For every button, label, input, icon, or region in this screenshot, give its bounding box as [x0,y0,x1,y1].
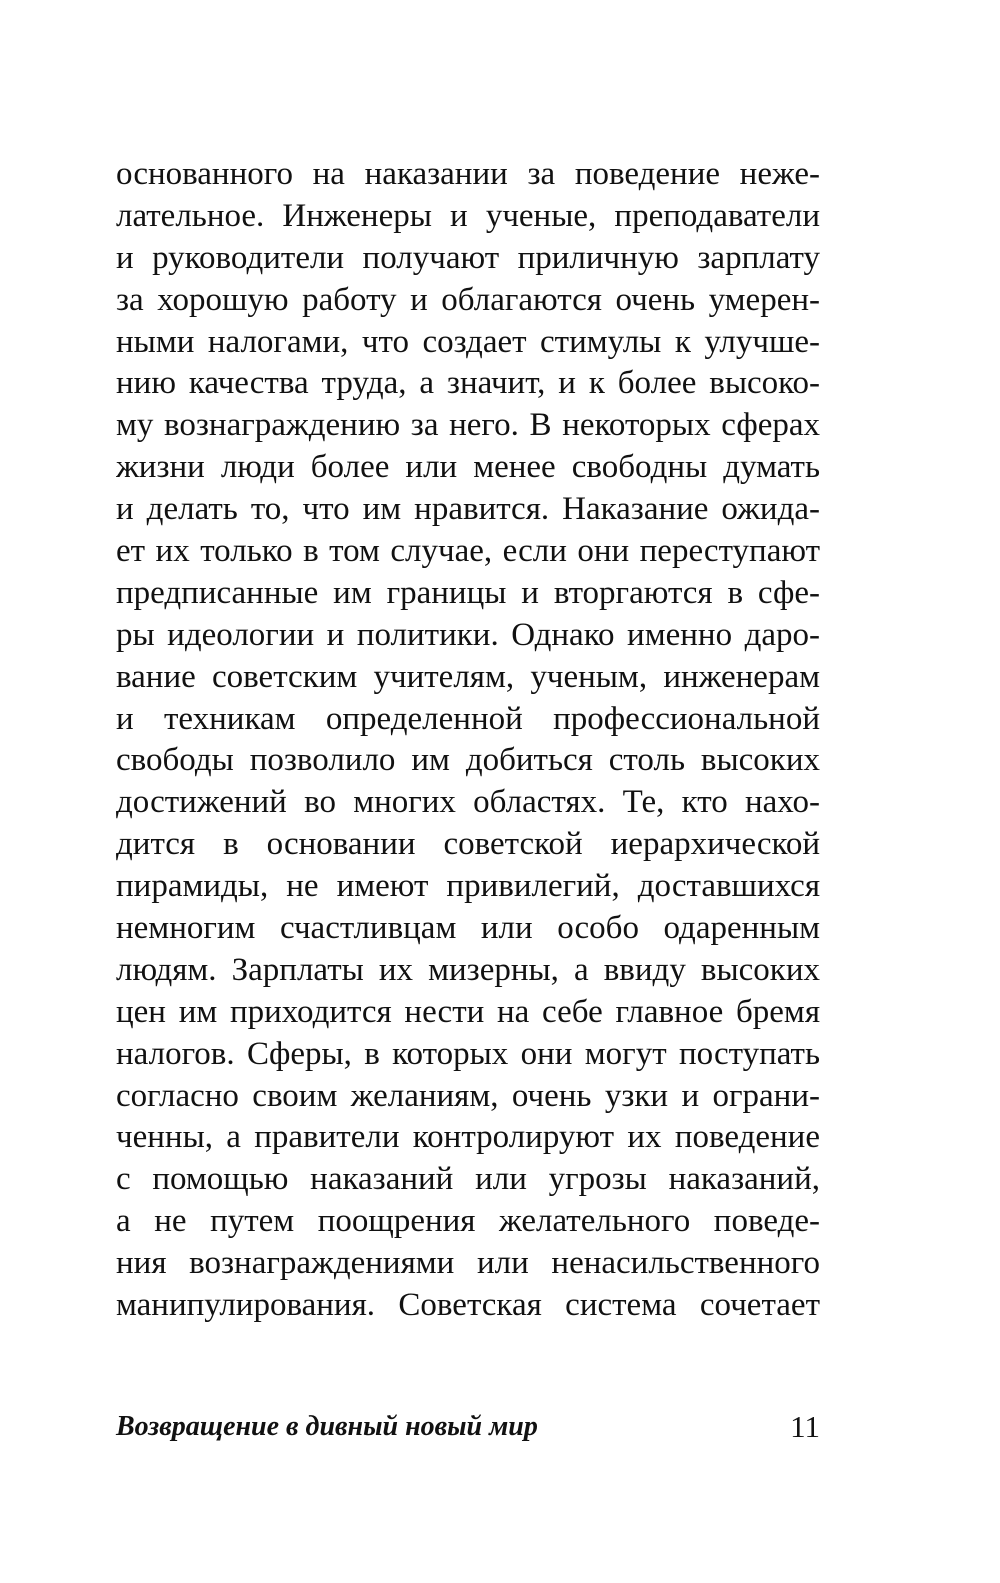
text-line: лательное. Инженеры и ученые, преподаватели [116,197,820,234]
text-line: ния вознаграждениями или ненасильственного [116,1245,820,1282]
text-line: нию качества труда, а значит, и к более высоко- [116,365,820,402]
text-line: свободы позволило им добиться столь высоких [116,742,820,779]
text-line: цен им приходится нести на себе главное бремя [116,993,820,1030]
text-line: людям. Зарплаты их мизерны, а ввиду высоких [116,951,820,988]
text-line: жизни люди более или менее свободны думать [116,449,820,486]
text-line: и руководители получают приличную зарплату [116,239,820,276]
text-line: за хорошую работу и облагаются очень умерен- [116,281,820,318]
text-line: ет их только в том случае, если они переступают [116,533,820,570]
text-line: манипулирования. Советская система сочетает [116,1287,820,1324]
text-line: пирамиды, не имеют привилегий, доставшихся [116,868,820,905]
text-line: и делать то, что им нравится. Наказание ожида- [116,491,820,528]
text-line: ными налогами, что создает стимулы к улучше- [116,323,820,360]
text-line: ры идеологии и политики. Однако именно даро- [116,616,820,653]
text-line: му вознаграждению за него. В некоторых сферах [116,407,820,444]
text-line: ченны, а правители контролируют их поведение [116,1119,820,1156]
body-text [116,154,820,1327]
text-line: и техникам определенной профессиональной [116,700,820,737]
text-line: достижений во многих областях. Те, кто нахо- [116,784,820,821]
text-line: согласно своим желаниям, очень узки и ограни- [116,1077,820,1114]
page-footer [116,1405,820,1449]
text-line: немногим счастливцам или особо одаренным [116,910,820,947]
text-line: вание советским учителям, ученым, инженерам [116,658,820,695]
text-line: дится в основании советской иерархической [116,826,820,863]
page-number: 11 [790,1409,820,1444]
text-line: а не путем поощрения желательного поведе- [116,1203,820,1240]
running-title: Возвращение в дивный новый мир [116,1411,538,1442]
text-line: основанного на наказании за поведение неже- [116,156,820,192]
text-line: налогов. Сферы, в которых они могут поступать [116,1035,820,1072]
text-line: с помощью наказаний или угрозы наказаний, [116,1161,820,1198]
text-line: предписанные им границы и вторгаются в сфе- [116,574,820,611]
